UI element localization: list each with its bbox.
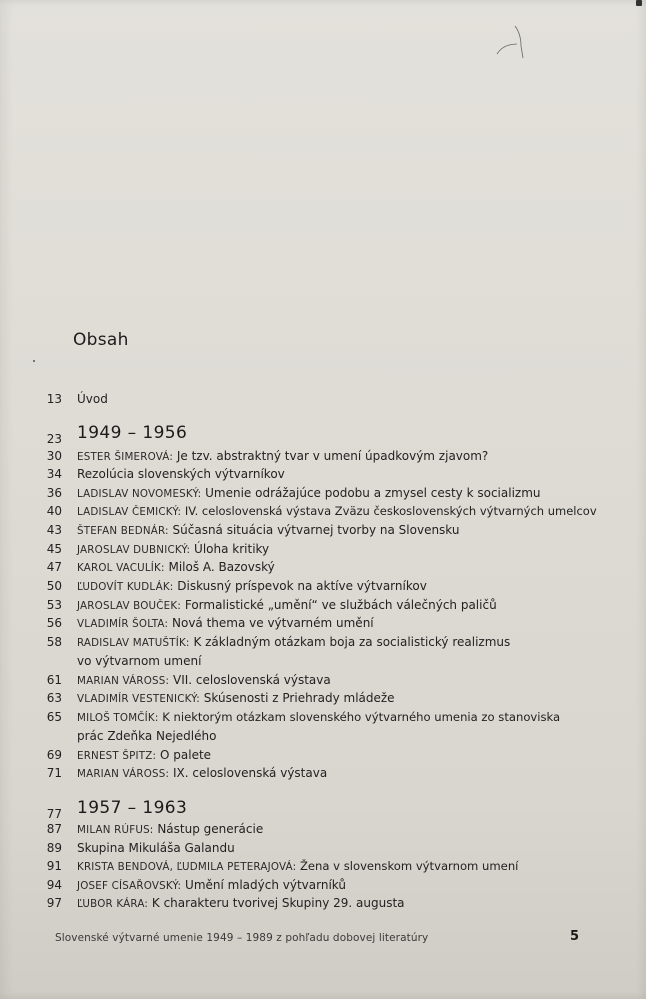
entry-title: Formalistické „umění“ ve službách válečných paličů (184, 598, 497, 612)
entry-author: MARIAN VÁROSS: (77, 675, 170, 687)
entry-title-continued: prác Zdeňka Nejedlého (77, 729, 217, 743)
entry-author: ŠTEFAN BEDNÁR: (77, 525, 169, 537)
entry-author: RADISLAV MATUŠTÍK: (77, 637, 190, 649)
entry-author: LADISLAV NOVOMESKÝ: (77, 488, 202, 500)
entry-title: Skúsenosti z Priehrady mládeže (203, 691, 395, 705)
section-page: 77 (46, 807, 62, 821)
entry-title: Rezolúcia slovenských výtvarníkov (77, 467, 285, 481)
entry-author: MILAN RÚFUS: (77, 824, 154, 836)
page-number: 5 (570, 929, 580, 944)
entry-author: JAROSLAV BOUČEK: (77, 600, 182, 612)
section-title: 1957 – 1963 (77, 798, 188, 818)
entry-title: VII. celoslovenská výstava (173, 673, 331, 687)
entry-author: VLADIMÍR ŠOLTA: (77, 618, 169, 630)
entry-author: VLADIMÍR VESTENICKÝ: (77, 693, 200, 705)
entry-title: IX. celoslovenská výstava (173, 766, 328, 780)
entry-author: MILOŠ TOMČÍK: (77, 712, 159, 724)
entry-title: K základným otázkam boja za socialistický realizmus (193, 635, 511, 649)
entry-page: 36 (46, 486, 62, 500)
entry-title: Diskusný príspevok na aktíve výtvarníkov (177, 579, 427, 593)
entry-page: 53 (46, 598, 62, 612)
entry-title: Je tzv. abstraktný tvar v umení úpadkovým zjavom? (176, 449, 489, 463)
toc-heading: Obsah (73, 330, 129, 350)
entry-page: 89 (46, 841, 62, 855)
entry-page: 97 (46, 896, 62, 910)
entry-title: Skupina Mikuláša Galandu (77, 841, 235, 855)
entry-page: 87 (46, 822, 62, 836)
entry-author: LADISLAV ČEMICKÝ: (77, 506, 182, 518)
entry-author: ĽUDOVÍT KUDLÁK: (77, 581, 174, 593)
entry-page: 94 (46, 878, 62, 892)
entry-page: 58 (46, 635, 62, 649)
entry-page: 63 (46, 691, 62, 705)
entry-author: MARIAN VÁROSS: (77, 768, 170, 780)
entry-author: KAROL VACULÍK: (77, 562, 165, 574)
entry-author: ERNEST ŠPITZ: (77, 750, 157, 762)
entry-page: 30 (46, 449, 62, 463)
entry-title: Umenie odrážajúce podobu a zmysel cesty k socializmu (205, 486, 541, 500)
corner-mark (636, 0, 642, 6)
entry-page: 50 (46, 579, 62, 593)
entry-title: Miloš A. Bazovský (168, 560, 275, 574)
entry-page: 34 (46, 467, 62, 481)
entry-title: Nová thema ve výtvarném umění (172, 616, 374, 630)
entry-page: 56 (46, 616, 62, 630)
entry-title: Úvod (77, 392, 108, 406)
entry-title: Úloha kritiky (194, 542, 270, 556)
entry-title: IV. celoslovenská výstava Zväzu československých výtvarných umelcov (184, 504, 597, 518)
entry-page: 69 (46, 748, 62, 762)
entry-title-continued: vo výtvarnom umení (77, 654, 202, 668)
entry-title: Žena v slovenskom výtvarnom umení (299, 859, 519, 873)
entry-page: 47 (46, 560, 62, 574)
entry-title: O palete (160, 748, 212, 762)
section-title: 1949 – 1956 (77, 423, 188, 443)
entry-title: K charakteru tvorivej Skupiny 29. augusta (151, 896, 405, 910)
pencil-mark-icon (495, 22, 535, 62)
entry-author: ĽUBOR KÁRA: (77, 898, 149, 910)
entry-author: ESTER ŠIMEROVÁ: (77, 451, 174, 463)
entry-page: 65 (46, 710, 62, 724)
entry-page: 61 (46, 673, 62, 687)
entry-page: 45 (46, 542, 62, 556)
entry-title: Súčasná situácia výtvarnej tvorby na Slovensku (172, 523, 460, 537)
entry-title: Nástup generácie (157, 822, 264, 836)
entry-page: 43 (46, 523, 62, 537)
entry-author: JAROSLAV DUBNICKÝ: (77, 544, 191, 556)
entry-page: 40 (46, 504, 62, 518)
entry-author: JOSEF CÍSAŘOVSKÝ: (77, 880, 182, 892)
entry-page: 13 (46, 392, 62, 406)
entry-page: 71 (46, 766, 62, 780)
entry-author: KRISTA BENDOVÁ, ĽUDMILA PETERAJOVÁ: (77, 861, 297, 873)
entry-title: K niektorým otázkam slovenského výtvarného umenia zo stanoviska (162, 710, 561, 724)
running-footer-title: Slovenské výtvarné umenie 1949 – 1989 z pohľadu dobovej literatúry (55, 932, 429, 944)
entry-title: Umění mladých výtvarníků (185, 878, 346, 892)
entry-page: 91 (46, 859, 62, 873)
speck (33, 360, 35, 362)
section-page: 23 (46, 432, 62, 446)
